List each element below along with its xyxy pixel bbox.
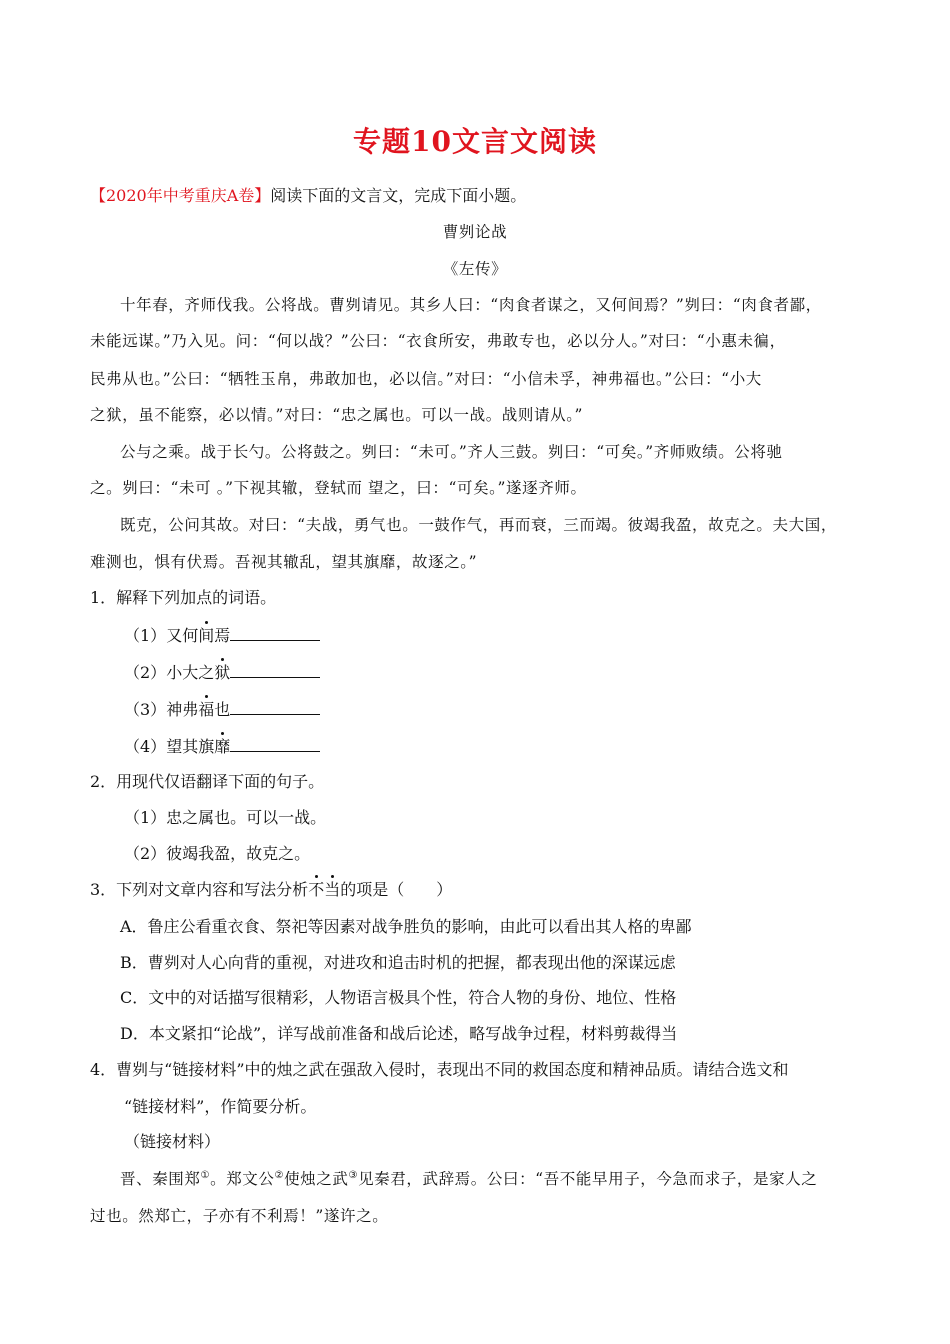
passage-line: 未能远谋。”乃入见。问：“何以战？”公曰：“衣食所安，弗敢专也，必以分人。”对曰：“小惠未徧， [90,332,786,350]
question-1-item [124,698,320,720]
footnote-mark: ③ [348,1169,359,1181]
question-2-stem: 2．用现代仅语翻译下面的句子。 [90,772,325,791]
question-1-item [124,624,320,646]
dotted-word: 狱 [214,663,231,682]
question-1-item [124,735,320,757]
page-title: 专题10文言文阅读 [353,125,597,158]
stem-text: 3．下列对文章内容和写法分析 [90,880,309,899]
link-text: 晋、秦围郑 [120,1170,201,1188]
intro-text: 阅读下面的文言文，完成下面小题。 [270,186,527,205]
item-text: 望其旗 [166,737,215,756]
dotted-word: 间 [198,626,215,645]
question-1-item [124,661,320,683]
link-text: 。郑文公 [210,1170,275,1188]
dotted-word: 福 [198,700,215,719]
item-text: 又何 [166,626,199,645]
item-text: 焉 [214,626,231,645]
passage-line: 之。刿曰：“未可 。”下视其辙，登轼而 望之，曰：“可矣。”遂逐齐师。 [90,479,587,497]
link-material-line: 过也。然郑亡，子亦有不利焉！”遂许之。 [90,1207,389,1225]
item-text: 神弗 [166,700,199,719]
item-number: （3） [124,700,167,719]
passage-line: 难测也，惧有伏焉。吾视其辙乱，望其旗靡，故逐之。” [90,553,478,571]
passage-line: 既克，公问其故。对曰：“夫战，勇气也。一鼓作气，再而衰，三而竭。彼竭我盈，故克之。夫大国， [120,516,837,534]
answer-blank[interactable] [230,661,320,678]
question-4-stem-cont: “链接材料”，作简要分析。 [124,1097,317,1116]
dotted-word: 不 [308,880,325,899]
link-material-line [120,1169,817,1189]
passage-line: 十年春，齐师伐我。公将战。曹刿请见。其乡人曰：“肉食者谋之，又何间焉？”刿曰：“肉食者鄙， [120,296,822,314]
question-3-stem [90,880,452,900]
item-number: （2） [124,663,167,682]
answer-blank[interactable] [230,698,320,715]
question-1-stem: 1．解释下列加点的词语。 [90,588,277,607]
passage-line: 之狱，虽不能察，必以情。”对曰：“忠之属也。可以一战。战则请从。” [90,406,584,424]
answer-blank[interactable] [230,624,320,641]
footnote-mark: ① [200,1169,211,1181]
link-text: 见秦君，武辞焉。公曰：“吾不能早用子，今急而求子，是家人之 [358,1170,818,1188]
question-2-item: （2）彼竭我盈，故克之。 [124,844,311,863]
stem-text: 的项是（ ） [340,880,453,899]
item-text: 也 [214,700,231,719]
footnote-mark: ② [274,1169,285,1181]
intro-line [90,186,526,206]
link-text: 使烛之武 [284,1170,349,1188]
dotted-word: 当 [324,880,341,899]
item-number: （1） [124,626,167,645]
answer-blank[interactable] [230,735,320,752]
exam-source-tag: 【2020年中考重庆A卷】 [90,186,271,205]
dotted-word: 靡 [214,737,231,756]
option-c: C．文中的对话描写很精彩，人物语言极具个性，符合人物的身份、地位、性格 [120,988,677,1007]
passage-line: 民弗从也。”公曰：“牺牲玉帛，弗敢加也，必以信。”对曰：“小信未孚，神弗福也。”公曰：“小大 [90,370,762,388]
passage-heading: 曹刿论战 [442,223,508,241]
option-b: B．曹刿对人心向背的重视，对进攻和追击时机的把握，都表现出他的深谋远虑 [120,953,676,972]
option-d: D．本文紧扣“论战”，详写战前准备和战后论述，略写战争过程，材料剪裁得当 [120,1024,678,1043]
question-2-item: （1）忠之属也。可以一战。 [124,808,327,827]
passage-source: 《左传》 [442,260,508,278]
passage-line: 公与之乘。战于长勺。公将鼓之。刿曰：“未可。”齐人三鼓。刿曰：“可矣。”齐师败绩。公将驰 [120,443,783,461]
option-a: A．鲁庄公看重衣食、祭祀等因素对战争胜负的影响，由此可以看出其人格的卑鄙 [120,917,692,936]
item-number: （4） [124,737,167,756]
question-4-stem: 4．曹刿与“链接材料”中的烛之武在强敌入侵时，表现出不同的救国态度和精神品质。请结合选文和 [90,1060,789,1079]
item-text: 小大之 [166,663,215,682]
link-material-label: （链接材料） [124,1132,221,1151]
